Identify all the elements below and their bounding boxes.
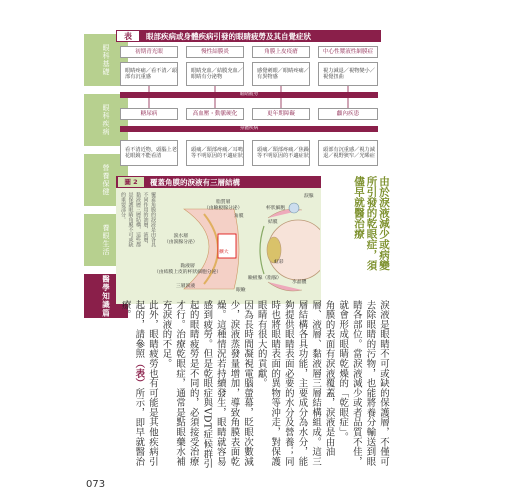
- table-cell: 看不清近物，頭腦上老花眼鏡不能看清: [120, 140, 178, 166]
- paragraph-4-end: 所示，即早就醫治療。: [119, 300, 145, 467]
- table-cell: 顱內疾患: [318, 108, 378, 120]
- nav-tab-label: 醫學知識篇: [101, 274, 111, 318]
- table-cell: 頭部有沉重感／視力減退／視野狹窄／光晞症: [318, 140, 378, 166]
- table-header: [116, 30, 381, 42]
- symptom-table: [116, 30, 381, 170]
- label-lens: 水晶體: [292, 280, 307, 285]
- table-cell: 更年期障礙: [252, 108, 310, 120]
- page-number: 073: [86, 479, 106, 490]
- table-cell: 頭痛／頸部疼痛／焦躁等不明原因的不適症狀: [252, 140, 310, 166]
- label-iris: 虹彩: [274, 260, 284, 265]
- paragraph-1: 淚液是眼睛不可或缺的保護層，不僅可去除眼睛的污物，也能將養分輸送到眼睛各部位。當淚液減少或者品質不佳，就會形成眼睛乾燥的「乾眼症」。: [337, 300, 389, 467]
- table-title: 眼部疾病或身體疾病引發的眼睛疲勞及其自覺症狀: [146, 32, 311, 41]
- table-tag: 表: [116, 30, 140, 42]
- table-cell: 糖尿病: [120, 108, 178, 120]
- label-cornea: 角膜: [234, 214, 244, 219]
- section-headline: 由於淚液減少或病變所引發的乾眼症，須儘早就醫治療: [353, 176, 390, 271]
- figure-title: 覆蓋角膜的淚液有三層結構: [150, 178, 240, 187]
- body-text: [119, 300, 390, 470]
- nav-tab-label: 養眼生活: [102, 224, 110, 256]
- table-band: 身體疾病: [120, 126, 378, 132]
- label-meibomian: 瞼板腺（脂腺）: [248, 276, 282, 281]
- table-cell: 角膜上皮疫瘡: [252, 46, 310, 58]
- table-cell: 高血壓・動脈硬化: [186, 108, 244, 120]
- table-reference: （表）: [133, 358, 145, 389]
- figure-description: 覆蓋角膜的淚液是由各具不同作用的油層、液層、黏液層三層結構，這些都是保護眼睛角膜不可或缺的重要部分。: [120, 192, 156, 247]
- label-mucin-layer: 黏液層 （由結膜上皮的杯狀細胞分泌）: [154, 264, 222, 275]
- paragraph-2: 角膜的表面有淚液覆蓋，淚液是由油層、液層、黏液層三層結構組成。這三層結構各具功能，主要成分為水分，能夠提供眼睛表面必要的水分及營養；同時也將眼睛表面的異物等沖走，對保護眼睛有很大的貢獻。: [255, 300, 335, 467]
- label-conjunctiva: 結膜: [268, 220, 278, 225]
- eyeball-diagram: [254, 198, 320, 298]
- label-goblet: 杯狀細胞: [266, 206, 286, 211]
- nav-tab-label: 眼科基礎: [102, 44, 110, 76]
- table-cell: 眼睛疼痛／看不清／頭部有沉重感: [120, 62, 178, 86]
- label-lipid-layer: 脂質層 （由瞼板腺分泌）: [204, 200, 243, 211]
- table-cell: 眼睛充血／結膜充血／眼睛有分泌物: [186, 62, 244, 86]
- nav-tab-label: 眼科疾病: [102, 104, 110, 136]
- label-magnified: 擴大: [219, 250, 229, 255]
- figure-header: [116, 176, 321, 188]
- label-tear-layer: 淚水層 （由淚腺分泌）: [164, 234, 198, 245]
- figure-number: 圖 2: [118, 177, 144, 187]
- label-eyelid: 眼瞼: [236, 288, 246, 293]
- table-cell: 初期青光眼: [120, 46, 178, 58]
- tear-film-figure: [116, 176, 321, 304]
- table-cell: 視力減退／視物變小／視覺扭曲: [318, 62, 378, 86]
- paragraph-4: 此外，眼睛疲勞也有可能是其他疾病引起的，請參照: [133, 300, 158, 467]
- label-lacrimal: 淚腺: [304, 194, 314, 199]
- paragraph-3: 因為長時間凝視電腦螢幕，眨眼次數減少，淚液蒸發量增加，導致角膜表面乾燥。這種情況若持續發生，眼睛就容易感到疲勞。但是乾眼症與VDT症候群引起的眼睛疲勞是不同的，必須接受治療才行。治療乾眼症，通常是點眼藥水補充淚液的不足。: [160, 300, 254, 469]
- table-cell: 頭痛／頸部疼痛／耳鳴等不明原因的不適症狀: [186, 140, 244, 166]
- table-cell: 慢性結膜炎: [186, 46, 244, 58]
- label-three-layer: 三層淚液: [176, 284, 196, 289]
- table-cell: 感覺刺眼／眼睛疼痛／有異物感: [252, 62, 310, 86]
- table-band: 眼睛疲勞: [120, 92, 378, 98]
- table-cell: 中心性漿液性網膜症: [318, 46, 378, 58]
- nav-tab-label: 營養保健: [102, 164, 110, 196]
